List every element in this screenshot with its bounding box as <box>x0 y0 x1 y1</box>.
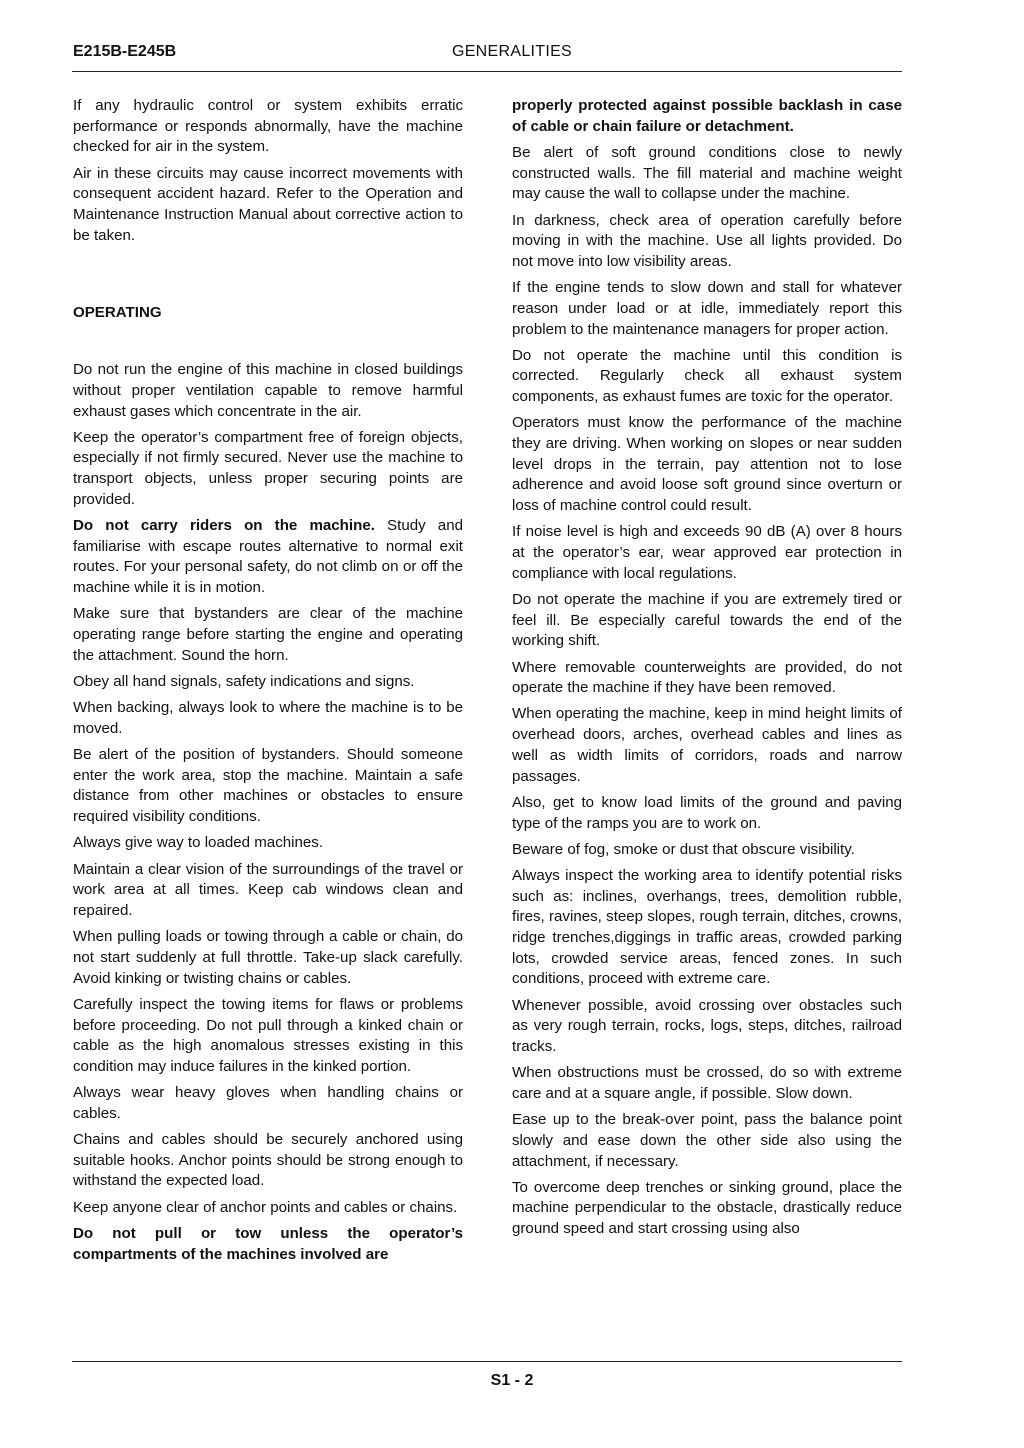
paragraph <box>73 516 463 599</box>
paragraph: Be alert of soft ground conditions close to newly constructed walls. The fill material and machine weight may cause the wall to collapse under the machine. <box>512 143 902 203</box>
header-model: E215B-E245B <box>73 43 177 60</box>
paragraph: Chains and cables should be securely anchored using suitable hooks. Anchor points should be strong enough to withstand the expected load. <box>73 1131 463 1190</box>
paragraph: Obey all hand signals, safety indications and signs. <box>73 672 415 690</box>
paragraph: When operating the machine, keep in mind height limits of overhead doors, arches, overhead cables and lines as well as width limits of corridors, roads and narrow passages. <box>512 705 902 785</box>
left-column <box>73 96 463 1271</box>
paragraph: Carefully inspect the towing items for flaws or problems before proceeding. Do not pull through a kinked chain or cable as the high anomalous stresses existing in this condition may induce failures in the kinked portion. <box>73 995 463 1075</box>
paragraph: To overcome deep trenches or sinking ground, place the machine perpendicular to the obstacle, drastically reduce ground speed and start crossing using also <box>512 1178 902 1238</box>
paragraph: Always inspect the working area to identify potential risks such as: inclines, overhangs, trees, demolition rubble, fires, ravines, steep slopes, rough terrain, ditches, crowns, ridge trenches,diggings in traffic areas, crowded parking lots, crowded service areas, fenced zones. In such conditions, proceed with extreme care. <box>512 866 902 988</box>
paragraph: Whenever possible, avoid crossing over obstacles such as very rough terrain, rocks, logs, steps, ditches, railroad tracks. <box>512 996 902 1056</box>
paragraph: If any hydraulic control or system exhibits erratic performance or responds abnormally, have the machine checked for air in the system. <box>73 97 463 156</box>
paragraph: In darkness, check area of operation carefully before moving in with the machine. Use all lights provided. Do not move into low visibility areas. <box>512 211 902 270</box>
paragraph: When pulling loads or towing through a cable or chain, do not start suddenly at full throttle. Take-up slack carefully. Avoid kinking or twisting chains or cables. <box>73 928 463 987</box>
header-rule <box>72 71 902 72</box>
bold-warning: properly protected against possible backlash in case of cable or chain failure or detachment. <box>512 97 902 135</box>
paragraph: Also, get to know load limits of the ground and paving type of the ramps you are to work on. <box>512 793 902 832</box>
paragraph: When obstructions must be crossed, do so with extreme care and at a square angle, if possible. Slow down. <box>512 1064 902 1102</box>
paragraph: Make sure that bystanders are clear of the machine operating range before starting the engine and operating the attachment. Sound the horn. <box>73 605 463 664</box>
paragraph: Air in these circuits may cause incorrect movements with consequent accident hazard. Refer to the Operation and Maintenance Instruction Manual about corrective action to be taken. <box>73 164 463 244</box>
paragraph: Do not operate the machine if you are extremely tired or feel ill. Be especially careful towards the end of the working shift. <box>512 590 902 650</box>
section-heading: OPERATING <box>73 303 162 321</box>
paragraph: Be alert of the position of bystanders. Should someone enter the work area, stop the machine. Maintain a safe distance from other machines or obstacles to ensure required visibility conditions. <box>73 746 463 826</box>
paragraph: If the engine tends to slow down and stall for whatever reason under load or at idle, immediately report this problem to the maintenance managers for proper action. <box>512 279 902 338</box>
paragraph: Operators must know the performance of the machine they are driving. When working on slopes or near sudden level drops in the terrain, pay attention not to lose adherence and avoid loose soft ground since overturn or loss of machine control could result. <box>512 414 902 515</box>
paragraph: Keep anyone clear of anchor points and cables or chains. <box>73 1198 458 1216</box>
right-column <box>512 96 902 1245</box>
paragraph: Always give way to loaded machines. <box>73 834 324 852</box>
footer-rule <box>72 1361 902 1362</box>
paragraph: Where removable counterweights are provided, do not operate the machine if they have been removed. <box>512 658 902 697</box>
paragraph: Do not operate the machine until this condition is corrected. Regularly check all exhaust system components, as exhaust fumes are toxic for the operator. <box>512 346 902 406</box>
bold-warning: Do not pull or tow unless the operator’s compartments of the machines involved are <box>73 1224 463 1263</box>
bold-lead: Do not carry riders on the machine. <box>73 517 375 535</box>
paragraph: Keep the operator’s compartment free of foreign objects, especially if not firmly secured. Never use the machine to transport objects, unless proper securing points are provided. <box>73 428 463 508</box>
paragraph-text: Study and familiarise with escape routes alternative to normal exit routes. For your personal safety, do not climb on or off the machine while it is in motion. <box>73 517 463 597</box>
page-number: S1 - 2 <box>490 1372 534 1389</box>
paragraph: Beware of fog, smoke or dust that obscure visibility. <box>512 840 855 858</box>
paragraph: Ease up to the break-over point, pass the balance point slowly and ease down the other side also using the attachment, if necessary. <box>512 1111 902 1170</box>
header-title: GENERALITIES <box>451 43 573 60</box>
paragraph: Do not run the engine of this machine in closed buildings without proper ventilation capable to remove harmful exhaust gases which concentrate in the air. <box>73 361 463 420</box>
paragraph: Maintain a clear vision of the surroundings of the travel or work area at all times. Keep cab windows clean and repaired. <box>73 860 463 919</box>
paragraph: Always wear heavy gloves when handling chains or cables. <box>73 1084 463 1122</box>
paragraph: When backing, always look to where the machine is to be moved. <box>73 699 463 737</box>
paragraph: If noise level is high and exceeds 90 dB (A) over 8 hours at the operator’s ear, wear approved ear protection in compliance with local regulations. <box>512 523 902 582</box>
